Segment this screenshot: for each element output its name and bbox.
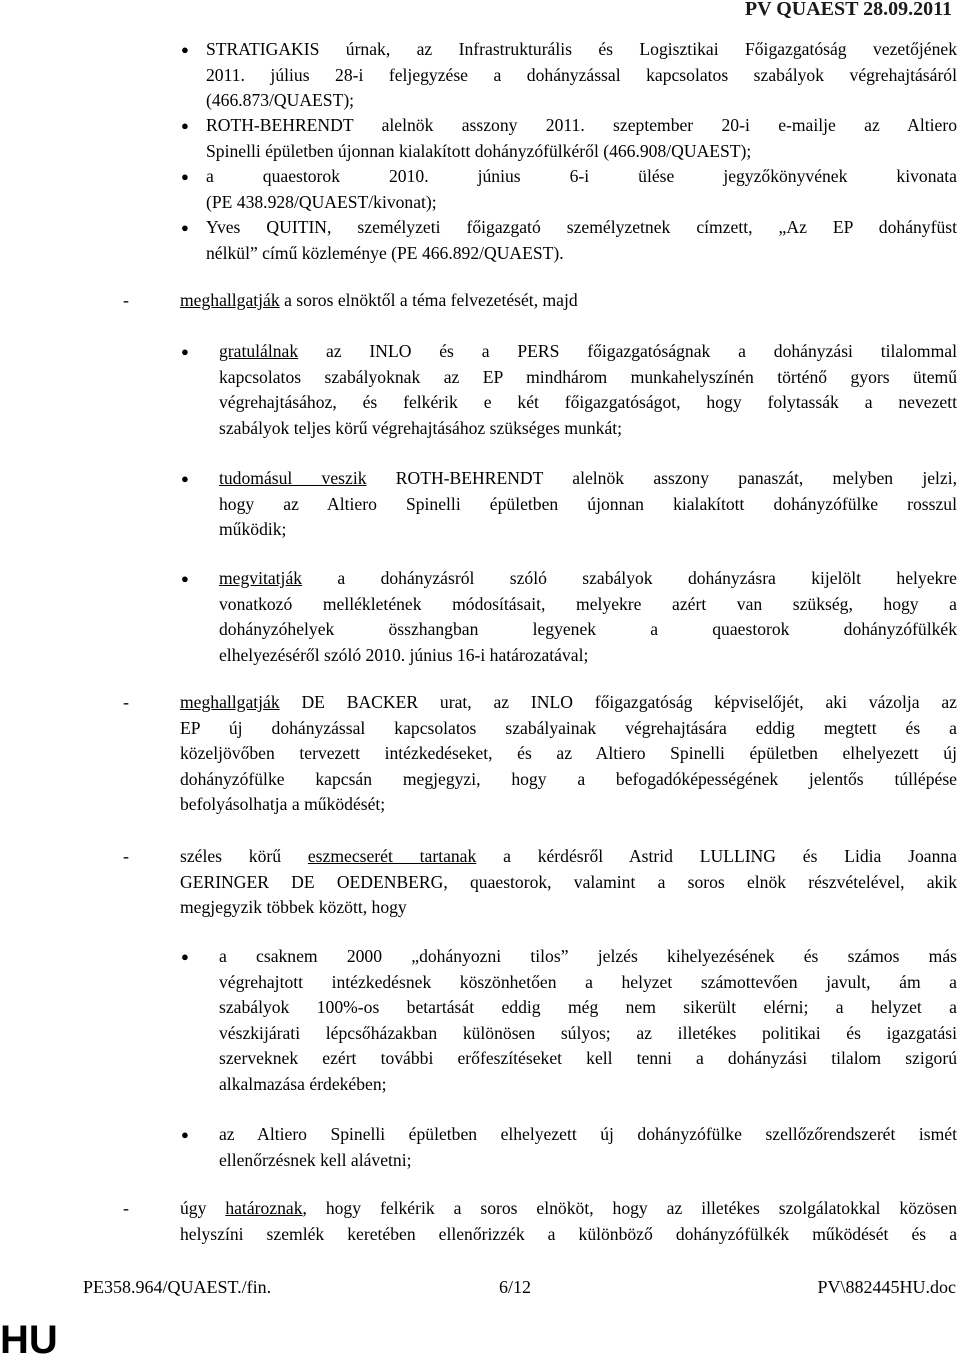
text-line: megjegyzik többek között, hogy: [180, 897, 407, 917]
text-line: [180, 288, 957, 314]
bullet-icon: ●: [181, 42, 189, 57]
intro-bullet-3: [206, 164, 957, 215]
text-line: az Altiero Spinelli épületben elhelyezett új dohányzófülke szellőzőrendszerét ismét: [219, 1124, 957, 1144]
underlined-verb: határoznak: [225, 1198, 303, 1218]
bullet-icon: ●: [181, 471, 189, 486]
text-line: szabályok teljes körű végrehajtásához szükséges munkát;: [219, 417, 623, 438]
underlined-verb: megvitatják: [219, 568, 303, 588]
text-line: működik;: [219, 519, 287, 539]
text-line: alkalmazása érdekében;: [219, 1073, 387, 1094]
bullet-icon: ●: [181, 571, 189, 586]
text-run: ROTH-BEHRENDT alelnök asszony panaszát, melyben jelzi,: [366, 468, 957, 488]
text-line: (466.873/QUAEST);: [206, 90, 355, 110]
bullet-icon: ●: [181, 344, 189, 359]
text-line: közeljövőben tervezett intézkedéseket, és az Altiero Spinelli épületben elhelyezett új: [180, 743, 957, 763]
underlined-verb: tudomásul veszik: [219, 468, 367, 488]
text-line: elhelyezéséről szóló 2010. június 16-i határozatával;: [219, 644, 589, 665]
sub-bullet-1: [219, 339, 957, 441]
text-run: DE BACKER urat, az INLO főigazgatóság képviselőjét, aki vázolja az: [279, 692, 957, 712]
text-line: [219, 339, 957, 365]
text-line: ROTH-BEHRENDT alelnök asszony 2011. szeptember 20-i e-mailje az Altiero: [206, 115, 957, 135]
text-line: STRATIGAKIS úrnak, az Infrastrukturális és Logisztikai Főigazgatóság vezetőjének: [206, 39, 957, 59]
dash-marker: -: [123, 692, 129, 712]
language-code: HU: [0, 1318, 58, 1362]
intro-bullet-1: [206, 37, 957, 114]
text-line: Yves QUITIN, személyzeti főigazgató személyzetnek címzett, „Az EP dohányfüst: [206, 217, 957, 237]
text-line: végrehajtott intézkedésnek köszönhetően a helyzet számottevően javult, ám a: [219, 971, 957, 992]
text-line: (PE 438.928/QUAEST/kivonat);: [206, 191, 437, 212]
sub-bullet-3: [219, 566, 957, 668]
bullet-icon: ●: [181, 949, 189, 964]
footer-reference: PE358.964/QUAEST./fin.: [83, 1277, 272, 1297]
bullet-icon: ●: [181, 169, 189, 184]
text-line: szerveknek ezért további erőfeszítéseket kell tenni a dohányzási tilalom szigorú: [219, 1048, 957, 1068]
underlined-verb: eszmecserét tartanak: [307, 846, 477, 866]
section-2-paragraph: [180, 690, 957, 818]
section-3-paragraph: [180, 844, 957, 921]
bullet-icon: ●: [181, 220, 189, 235]
text-line: végrehajtásához, és felkérik e két főigazgatóságot, hogy folytassák a nevezett: [219, 392, 957, 412]
text-run: az INLO és a PERS főigazgatóságnak a dohányzási tilalommal: [298, 341, 957, 361]
text-line: vonatkozó mellékletének módosításait, melyekre azért van szükség, hogy a: [219, 593, 957, 614]
sub-bullet-5: [219, 1122, 957, 1173]
text-line: GERINGER DE OEDENBERG, quaestorok, valamint a soros elnök részvételével, akik: [180, 871, 957, 892]
underlined-verb: meghallgatják: [180, 692, 280, 712]
footer-page-number: 6/12: [499, 1277, 532, 1297]
text-line: [180, 844, 957, 870]
text-line: [180, 690, 957, 716]
text-line: EP új dohányzással kapcsolatos szabályainak végrehajtására eddig megtett és a: [180, 717, 957, 738]
text-run: a kérdésről Astrid LULLING és Lidia Joanna: [476, 846, 957, 866]
dash-marker: -: [123, 846, 129, 866]
bullet-icon: ●: [181, 1127, 189, 1142]
text-line: ellenőrzésnek kell alávetni;: [219, 1149, 412, 1170]
text-line: [219, 566, 957, 592]
intro-bullet-4: [206, 215, 957, 266]
sub-bullet-4: [219, 944, 957, 1097]
intro-bullet-2: [206, 113, 957, 164]
text-run: , hogy felkérik a soros elnököt, hogy az illetékes szolgálatokkal közösen: [302, 1198, 957, 1218]
text-line: a quaestorok 2010. június 6-i ülése jegyzőkönyvének kivonata: [206, 166, 957, 186]
page-header: PV QUAEST 28.09.2011: [744, 0, 952, 20]
text-line: Spinelli épületben újonnan kialakított dohányzófülkéről (466.908/QUAEST);: [206, 140, 752, 161]
underlined-verb: gratulálnak: [219, 341, 299, 361]
text-line: szabályok 100%-os betartását eddig még nem sikerült elérni; a helyzet a: [219, 997, 957, 1017]
text-line: kapcsolatos szabályoknak az EP mindhárom munkahelyszínén történő gyors ütemű: [219, 366, 957, 387]
text-line: dohányzófülke kapcsán megjegyzi, hogy a befogadóképességének jelentős túllépése: [180, 768, 957, 789]
section-1-paragraph: [180, 288, 957, 314]
text-line: nélkül” című közleménye (PE 466.892/QUAEST).: [206, 242, 564, 263]
text-line: dohányzóhelyek összhangban legyenek a quaestorok dohányzófülkék: [219, 619, 957, 639]
section-4-paragraph: [180, 1196, 957, 1247]
text-run: úgy: [180, 1198, 226, 1218]
sub-bullet-2: [219, 466, 957, 543]
text-line: [219, 466, 957, 492]
text-run: széles körű: [180, 846, 308, 866]
text-run: a soros elnöktől a téma felvezetését, majd: [279, 290, 578, 310]
dash-marker: -: [123, 290, 129, 310]
text-run: a dohányzásról szóló szabályok dohányzásra kijelölt helyekre: [302, 568, 957, 588]
text-line: befolyásolhatja a működését;: [180, 794, 386, 814]
text-line: vészkijárati lépcsőházakban különösen súlyos; az illetékes politikai és igazgatási: [219, 1022, 957, 1043]
text-line: hogy az Altiero Spinelli épületben újonnan kialakított dohányzófülke rosszul: [219, 493, 957, 514]
dash-marker: -: [123, 1198, 129, 1218]
footer-filename: PV\882445HU.doc: [817, 1277, 956, 1297]
text-line: a csaknem 2000 „dohányozni tilos” jelzés kihelyezésének és számos más: [219, 946, 957, 966]
text-line: [180, 1196, 957, 1222]
bullet-icon: ●: [181, 118, 189, 133]
text-line: helyszíni szemlék keretében ellenőrizzék a különböző dohányzófülkék működését és a: [180, 1223, 957, 1244]
underlined-verb: meghallgatják: [180, 290, 280, 310]
text-line: 2011. július 28-i feljegyzése a dohányzással kapcsolatos szabályok végrehajtásáról: [206, 64, 957, 85]
